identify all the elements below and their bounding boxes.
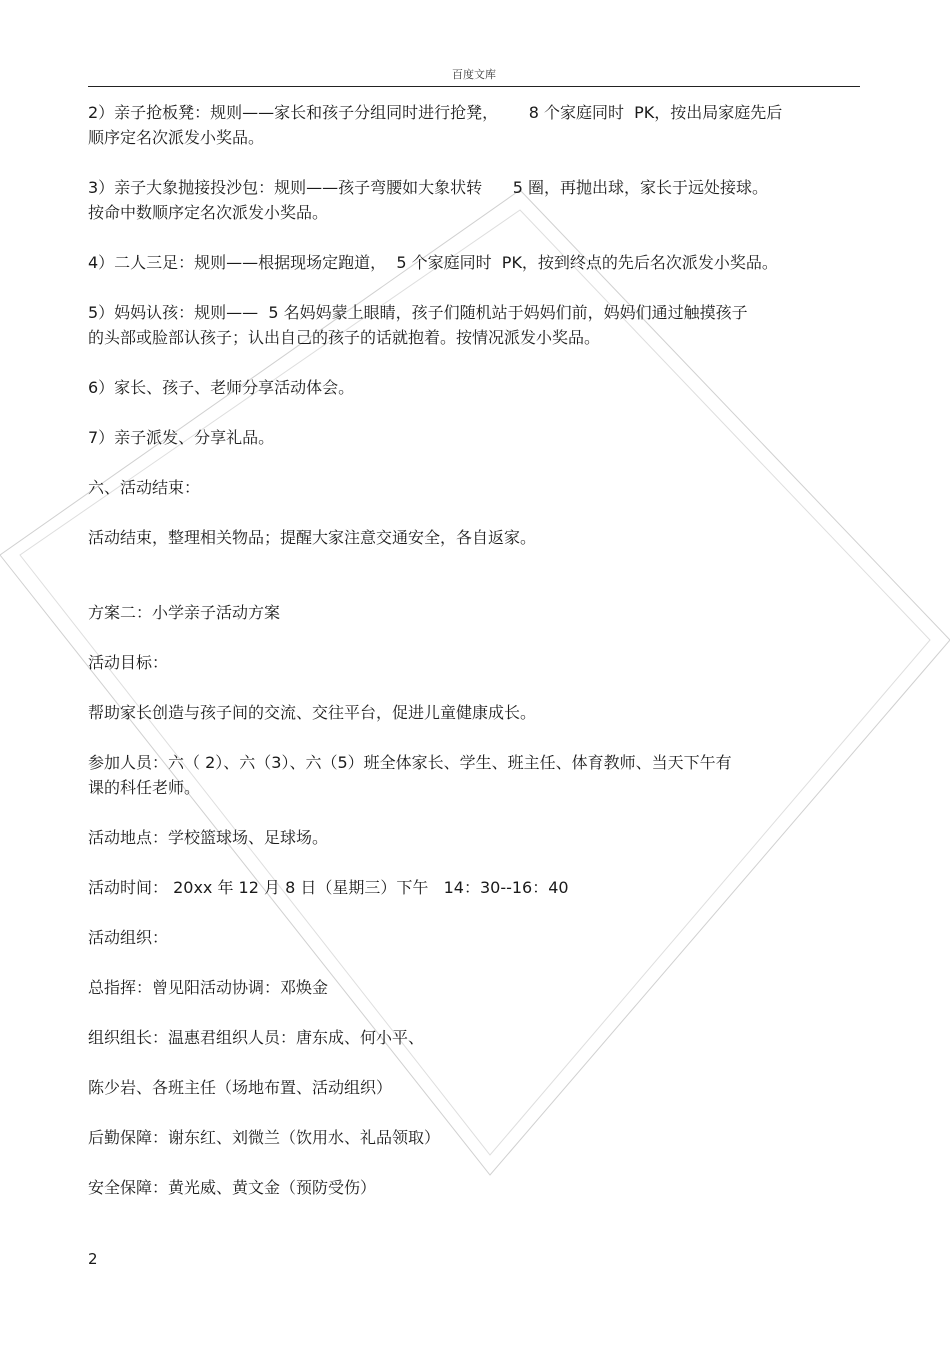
plan-two-title [88,600,858,625]
section-heading-end [88,475,858,500]
line: 总指挥：曾见阳活动协调：邓焕金 [88,978,329,997]
goal-text [88,700,858,725]
page-number: 2 [88,1250,98,1268]
line: 安全保障：黄光威、黄文金（预防受伤） [88,1178,377,1197]
participants [88,750,858,800]
line: 5）妈妈认孩：规则—— 5 名妈妈蒙上眼睛，孩子们随机站于妈妈们前，妈妈们通过触摸孩子 [88,303,748,322]
line: 后勤保障：谢东红、刘微兰（饮用水、礼品领取） [88,1128,441,1147]
document-header: 百度文库 [452,68,496,81]
paragraph-end-note [88,525,858,550]
paragraph-rule-4 [88,250,858,275]
line: 帮助家长创造与孩子间的交流、交往平台，促进儿童健康成长。 [88,703,537,722]
paragraph-rule-3 [88,175,858,225]
paragraph-rule-7 [88,425,858,450]
paragraph-rule-2 [88,100,858,150]
location [88,825,858,850]
line: 的头部或脸部认孩子；认出自己的孩子的话就抱着。按情况派发小奖品。 [88,328,601,347]
line: 活动目标： [88,653,169,672]
line: 课的科任老师。 [88,778,201,797]
line: 活动组织： [88,928,169,947]
line: 活动时间： 20xx 年 12 月 8 日（星期三）下午 14：30--16：40 [88,878,569,897]
line: 方案二：小学亲子活动方案 [88,603,281,622]
paragraph-rule-6 [88,375,858,400]
line: 2）亲子抢板凳：规则——家长和孩子分组同时进行抢凳， 8 个家庭同时 PK，按出局家庭先后 [88,103,783,122]
line: 组织组长：温惠君组织人员：唐东成、何小平、 [88,1028,425,1047]
safety [88,1175,858,1200]
team-leader [88,1025,858,1050]
line: 六、活动结束： [88,478,201,497]
team-members [88,1075,858,1100]
line: 参加人员：六（ 2）、六（3）、六（5）班全体家长、学生、班主任、体育教师、当天下午有 [88,753,732,772]
commander [88,975,858,1000]
line: 4）二人三足：规则——根据现场定跑道， 5 个家庭同时 PK，按到终点的先后名次派发小奖品。 [88,253,778,272]
line: 7）亲子派发、分享礼品。 [88,428,275,447]
line: 活动地点：学校篮球场、足球场。 [88,828,329,847]
paragraph-rule-5 [88,300,858,350]
logistics [88,1125,858,1150]
line: 顺序定名次派发小奖品。 [88,128,265,147]
line: 3）亲子大象抛接投沙包：规则——孩子弯腰如大象状转 5 圈，再抛出球，家长于远处接球。 [88,178,768,197]
line: 陈少岩、各班主任（场地布置、活动组织） [88,1078,393,1097]
line: 活动结束，整理相关物品；提醒大家注意交通安全，各自返家。 [88,528,537,547]
time [88,875,858,900]
goal-heading [88,650,858,675]
document-body [88,100,858,1225]
line: 6）家长、孩子、老师分享活动体会。 [88,378,355,397]
line: 按命中数顺序定名次派发小奖品。 [88,203,329,222]
organization-heading [88,925,858,950]
